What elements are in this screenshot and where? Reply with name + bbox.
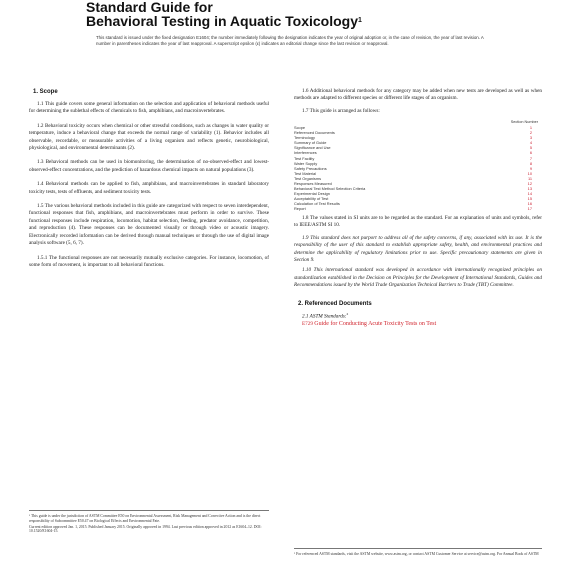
- toc-section-number: 4: [529, 140, 532, 146]
- toc-section-number: 12: [527, 180, 532, 186]
- toc-section-number: 15: [527, 195, 532, 201]
- toc-label: Test Organisms: [294, 175, 322, 181]
- toc-label: Responses Measured: [294, 180, 332, 186]
- toc-section-number: 17: [527, 205, 532, 211]
- paragraph-1-9: 1.9 This standard does not purport to address all of the safety concerns, if any, associated with its use. It is the responsibility of the user of this standard to establish appropriate safety, health, and environmental practices and determine the applicability of regulatory limitations prior to use. Specific precautionary statements are given in Section 9.: [294, 234, 542, 264]
- toc-label: Water Supply: [294, 160, 318, 166]
- paragraph-1-5-1: 1.5.1 The functional responses are not necessarily mutually exclusive categories. For instance, locomotion, of some form of movement, is important to all behavioral functions.: [29, 254, 269, 268]
- toc-label: Acceptability of Test: [294, 195, 329, 201]
- toc-section-number: 8: [529, 160, 532, 166]
- section-2-heading: 2. Referenced Documents: [298, 300, 372, 307]
- paragraph-1-7: 1.7 This guide is arranged as follows:: [302, 107, 380, 114]
- toc-label: Scope: [294, 125, 306, 131]
- toc-section-number: 3: [529, 135, 532, 141]
- paragraph-1-6: 1.6 Additional behavioral methods for any category may be added when new tests are developed as well as when methods are adapted to different species or different life stages of an organism.: [294, 88, 542, 102]
- left-footnotes: [29, 510, 269, 535]
- astm-standards-line: [302, 311, 542, 321]
- toc-label: Significance and Use: [294, 145, 331, 151]
- toc-section-number: 9: [529, 165, 532, 171]
- document-title: [86, 0, 362, 28]
- toc-label: Experimental Design: [294, 190, 330, 196]
- reference-e729[interactable]: [302, 321, 542, 328]
- toc-section-number: 5: [529, 145, 532, 151]
- toc-section-number: 16: [527, 200, 532, 206]
- toc-rows: [294, 125, 538, 211]
- toc-section-number: 6: [529, 150, 532, 156]
- toc-label: Calculation of Test Results: [294, 200, 340, 206]
- footnote-1: ¹ This guide is under the jurisdiction of ASTM Committee E50 on Environmental Assessment, Risk Management and Corrective Action and is the direct responsibility of Subcommittee E50.47 on Biological Effects and Environmental Fate.: [29, 514, 261, 523]
- footnote-1-edition: Current edition approved Jan. 1, 2015. Published January 2015. Originally approved in 1994. Last previous edition approved in 2012 as E1604–12. DOI: 10.1520/E1604-15.: [29, 524, 262, 534]
- section-1-heading: 1. Scope: [33, 89, 58, 95]
- toc-section-number: 13: [527, 185, 532, 191]
- toc-label: Referenced Documents: [294, 130, 335, 136]
- toc-label: Report: [294, 205, 306, 211]
- title-line-1: Standard Guide for: [86, 0, 213, 15]
- title-line-2-text: Behavioral Testing in Aquatic Toxicology: [86, 13, 359, 29]
- toc-label: Test Facility: [294, 155, 315, 161]
- reference-title-link[interactable]: Guide for Conducting Acute Toxicity Tests on Test: [314, 320, 437, 327]
- designation-note: This standard is issued under the fixed designation E1604; the number immediately following the designation indicates the year of original adoption or, in the case of revision, the year of last revision. A number in parentheses indicates the year of last reapproval. A superscript epsilon (ε) indicates an editorial change since the last revision or reapproval.: [96, 35, 484, 46]
- paragraph-1-4: 1.4 Behavioral methods can be applied to fish, amphibians, and macroinvertebrates in standard laboratory toxicity tests, tests of effluents, and sediment toxicity tests.: [29, 181, 269, 195]
- toc-section-number: 11: [527, 175, 532, 181]
- reference-code-link[interactable]: E729: [302, 320, 313, 327]
- toc-label: Test Material: [294, 170, 317, 176]
- toc-label: Terminology: [294, 135, 315, 141]
- toc-section-number: 14: [527, 190, 532, 196]
- toc-column-header: Section Number: [510, 120, 538, 125]
- paragraph-1-5: 1.5 The various behavioral methods included in this guide are categorized with respect to seven interdependent, functional responses that fish, amphibians, and macroinvertebrates must perform in order to survive. These functional responses include respiration, locomotion, habitat selection, feeding, predator avoidance, competition, and reproduction (4). These responses can be documented visually or through video or acoustic imagery. Electronically recorded information can be derived through manual techniques or through the use of digital image analysis software (5, 6, 7).: [29, 203, 269, 247]
- paragraph-1-10: 1.10 This international standard was developed in accordance with internationally recognized principles on standardization established in the Decision on Principles for the Development of International Standards, Guides and Recommendations issued by the World Trade Organization Technical Barriers to Trade (TBT) Committee.: [294, 267, 542, 289]
- paragraph-1-8: [294, 215, 542, 230]
- astm-standards-label: 2.1 ASTM Standards:: [302, 313, 347, 320]
- paragraph-1-8-text: 1.8 The values stated in SI units are to be regarded as the standard. For an explanation of units and symbols, refer to IEEE/ASTM SI 10.: [294, 215, 542, 229]
- toc-section-number: 2: [529, 130, 532, 136]
- title-footnote-mark: 1: [358, 17, 362, 24]
- right-column: [294, 88, 542, 328]
- toc-label: Summary of Guide: [294, 140, 327, 146]
- footnote-2-mark: 2: [346, 311, 349, 316]
- toc-row: [294, 206, 538, 211]
- title-line-2: [86, 14, 362, 28]
- toc-label: Interferences: [294, 150, 317, 156]
- toc-label: Behavioral Test Method Selection Criteria: [294, 185, 366, 191]
- paragraph-1-2: 1.2 Behavioral toxicity occurs when chemical or other stressful conditions, such as changes in water quality or temperature, induce a behavioral change that exceeds the normal range of variability (1). Behavior includes all observable, recordable, or measurable activities of a living organism and reflects genetic, neurobiological, physiological, and environmental determinants (2).: [29, 122, 269, 152]
- toc-label: Safety Precautions: [294, 165, 327, 171]
- toc-section-number: 10: [527, 170, 532, 176]
- toc-section-number: 7: [529, 155, 532, 161]
- right-footnotes: [294, 548, 542, 558]
- section-index-table: [294, 119, 538, 211]
- toc-section-number: 1: [529, 125, 532, 131]
- left-column: [29, 88, 269, 269]
- footnote-2: ² For referenced ASTM standards, visit the ASTM website, www.astm.org, or contact ASTM Customer Service at service@astm.org. For Annual Book of ASTM: [294, 552, 539, 556]
- paragraph-1-1: 1.1 This guide covers some general information on the selection and application of behavioral methods useful for determining the sublethal effects of chemicals to fish, amphibians, and macroinvertebrates.: [29, 101, 269, 115]
- paragraph-1-3: 1.3 Behavioral methods can be used in biomonitoring, the determination of no-observed-effect and lowest-observed-effect concentrations, and the prediction of hazardous chemical impacts on natural populations (3).: [29, 159, 269, 173]
